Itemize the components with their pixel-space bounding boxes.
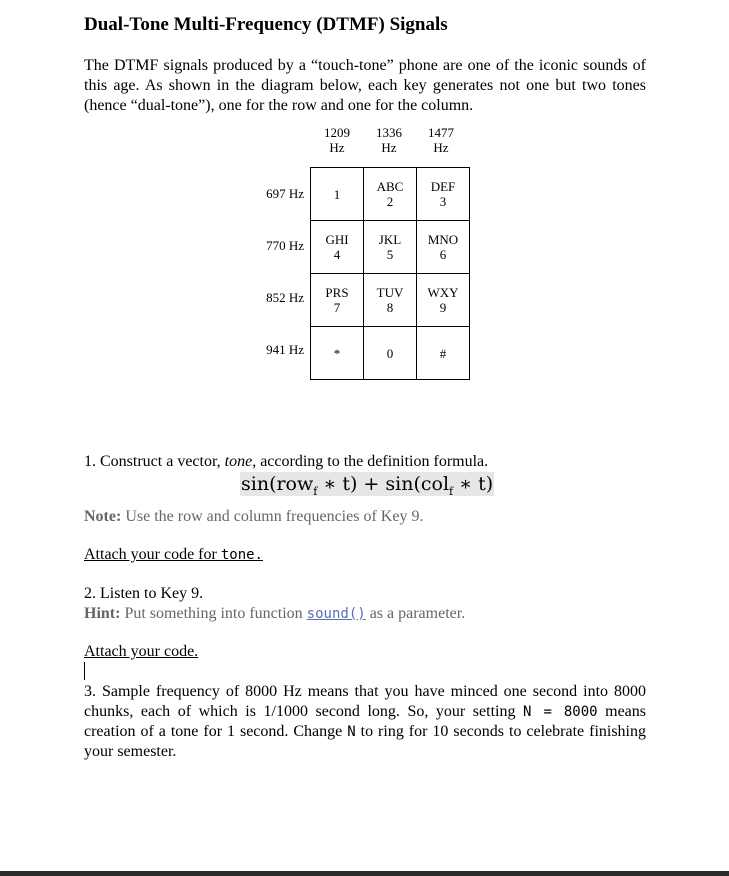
key-digit: 4 <box>333 247 341 262</box>
page-title: Dual-Tone Multi-Frequency (DTMF) Signals <box>84 14 448 35</box>
question-3-text: means creation of a tone for 1 second. Change <box>84 703 647 740</box>
tone-formula <box>240 472 494 496</box>
key-star <box>311 327 364 380</box>
row-label-770: 770 Hz <box>266 238 304 253</box>
key-digit: 1 <box>333 186 341 202</box>
row-label-697: 697 Hz <box>266 186 304 201</box>
key-letters: GHI <box>325 232 349 247</box>
key-6 <box>417 221 470 274</box>
attach-code: tone. <box>220 547 263 563</box>
key-letters: PRS <box>325 285 349 300</box>
row-label-852: 852 Hz <box>266 290 304 305</box>
hint-label: Hint: <box>84 605 121 622</box>
key-1 <box>311 168 364 221</box>
key-letters: JKL <box>378 232 402 247</box>
key-2 <box>364 168 417 221</box>
formula-part: sin(row <box>241 473 314 495</box>
key-0 <box>364 327 417 380</box>
key-digit: 0 <box>386 345 394 361</box>
key-8 <box>364 274 417 327</box>
question-2: 2. Listen to Key 9. <box>84 585 204 602</box>
window-bottom-edge <box>0 871 729 876</box>
formula-subscript: f <box>313 484 318 498</box>
column-unit: Hz <box>381 140 397 155</box>
question-1-text-end: , according to the definition formula. <box>252 453 489 470</box>
column-freq: 1209 <box>324 125 350 140</box>
keypad-row <box>311 274 470 327</box>
key-digit: 7 <box>333 300 341 315</box>
column-freq: 1336 <box>376 125 402 140</box>
attach-code-link[interactable]: Attach your code. <box>84 643 199 660</box>
n-setting-code: N = 8000 <box>523 704 598 720</box>
dtmf-keypad-grid <box>310 167 470 380</box>
key-3 <box>417 168 470 221</box>
intro-paragraph: The DTMF signals produced by a “touch-tone” phone are one of the iconic sounds of this age. As shown in the diagram below, each key generates not one but two tones (hence “dual-tone”), one for the row and one for the column. <box>84 57 646 114</box>
key-5 <box>364 221 417 274</box>
question-3-text: 3. Sample frequency of 8000 Hz means that you have minced one second into 8000 chunks, each of which is 1/1000 second long. So, your setting <box>84 683 646 720</box>
keypad-row <box>311 327 470 380</box>
question-1-text: 1. Construct a vector, <box>84 453 225 470</box>
attach-tone-code-link[interactable] <box>84 546 263 564</box>
hint-line <box>84 605 465 623</box>
key-letters: DEF <box>430 179 456 194</box>
key-letters: TUV <box>376 285 404 300</box>
column-unit: Hz <box>433 140 449 155</box>
key-digit: 8 <box>386 300 394 315</box>
key-digit: 3 <box>439 194 447 209</box>
key-digit: * <box>333 345 341 361</box>
column-header-1477 <box>415 125 467 155</box>
attach-text: Attach your code for <box>84 546 221 563</box>
key-7 <box>311 274 364 327</box>
text-cursor[interactable] <box>84 662 85 680</box>
keypad-row <box>311 168 470 221</box>
question-3 <box>84 682 646 762</box>
key-letters: MNO <box>427 232 459 247</box>
column-freq: 1477 <box>428 125 454 140</box>
key-digit: 9 <box>439 300 447 315</box>
key-digit: 6 <box>439 247 447 262</box>
column-header-1209 <box>311 125 363 155</box>
note-text: Use the row and column frequencies of Key 9. <box>121 508 424 525</box>
keypad-row <box>311 221 470 274</box>
key-digit: 2 <box>386 194 394 209</box>
formula-part: ∗ t) + sin(col <box>317 473 450 495</box>
hint-text-end: as a parameter. <box>365 605 466 622</box>
row-label-941: 941 Hz <box>266 342 304 357</box>
n-variable-code: N <box>347 724 356 740</box>
question-1-emphasis: tone <box>224 453 253 470</box>
note-label: Note: <box>84 508 122 525</box>
key-4 <box>311 221 364 274</box>
question-3-text: to ring for 10 seconds to celebrate finishing your semester. <box>84 723 646 760</box>
formula-part: ∗ t) <box>453 473 494 495</box>
key-9 <box>417 274 470 327</box>
key-letters: ABC <box>376 179 404 194</box>
key-digit: 5 <box>386 247 394 262</box>
question-1 <box>84 453 488 471</box>
note-line <box>84 508 423 526</box>
hint-text: Put something into function <box>120 605 307 622</box>
column-unit: Hz <box>329 140 345 155</box>
column-header-1336 <box>363 125 415 155</box>
key-letters: WXY <box>427 285 459 300</box>
key-digit: # <box>439 345 447 361</box>
key-hash <box>417 327 470 380</box>
sound-function-code: sound() <box>306 606 366 622</box>
formula-subscript: f <box>449 484 454 498</box>
